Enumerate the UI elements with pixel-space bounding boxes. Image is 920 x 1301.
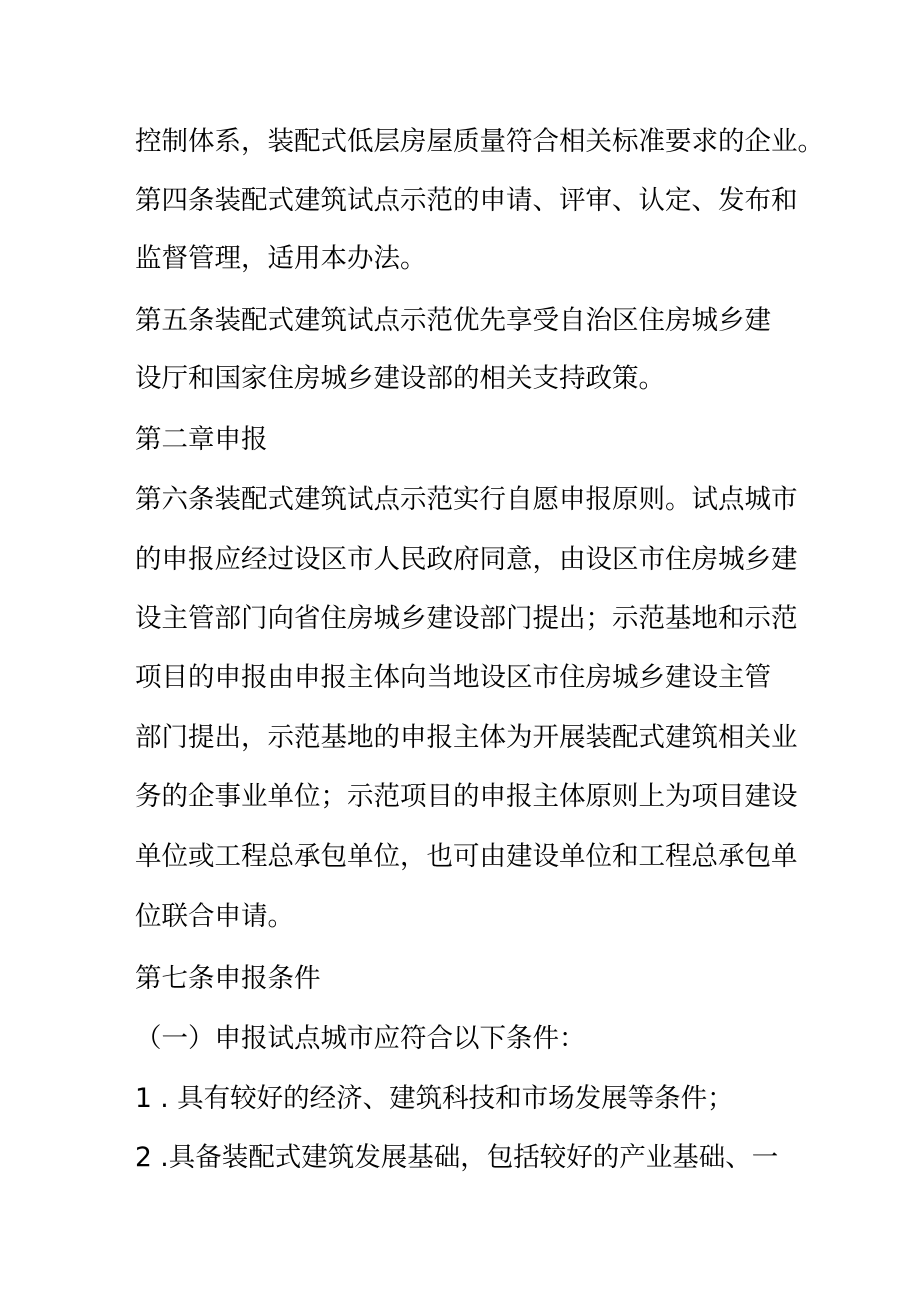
text-line: 第四条装配式建筑试点示范的申请、评审、认定、发布和 — [135, 185, 798, 216]
text-line: 部门提出，示范基地的申报主体为开展装配式建筑相关业 — [135, 722, 798, 753]
text-line: 单位或工程总承包单位，也可由建设单位和工程总承包单 — [135, 841, 798, 872]
article-heading: 第七条申报条件 — [135, 963, 321, 994]
text-line: 控制体系，装配式低层房屋质量符合相关标准要求的企业。 — [135, 126, 824, 157]
list-item: 2 .具备装配式建筑发展基础，包括较好的产业基础、一 — [135, 1142, 779, 1173]
text-line: 务的企事业单位；示范项目的申报主体原则上为项目建设 — [135, 781, 798, 812]
list-item: 1 . 具有较好的经济、建筑科技和市场发展等条件； — [135, 1083, 734, 1114]
text-line: 位联合申请。 — [135, 901, 294, 932]
text-line: 监督管理，适用本办法。 — [135, 243, 427, 274]
text-line: 的申报应经过设区市人民政府同意，由设区市住房城乡建 — [135, 544, 798, 575]
text-line: （一）申报试点城市应符合以下条件： — [135, 1023, 586, 1054]
text-line: 第五条装配式建筑试点示范优先享受自治区住房城乡建 — [135, 305, 771, 336]
text-line: 设主管部门向省住房城乡建设部门提出；示范基地和示范 — [135, 603, 798, 634]
text-line: 设厅和国家住房城乡建设部的相关支持政策。 — [135, 363, 665, 394]
text-line: 项目的申报由申报主体向当地设区市住房城乡建设主管 — [135, 662, 771, 693]
chapter-heading: 第二章申报 — [135, 424, 268, 455]
text-line: 第六条装配式建筑试点示范实行自愿申报原则。试点城市 — [135, 484, 798, 515]
